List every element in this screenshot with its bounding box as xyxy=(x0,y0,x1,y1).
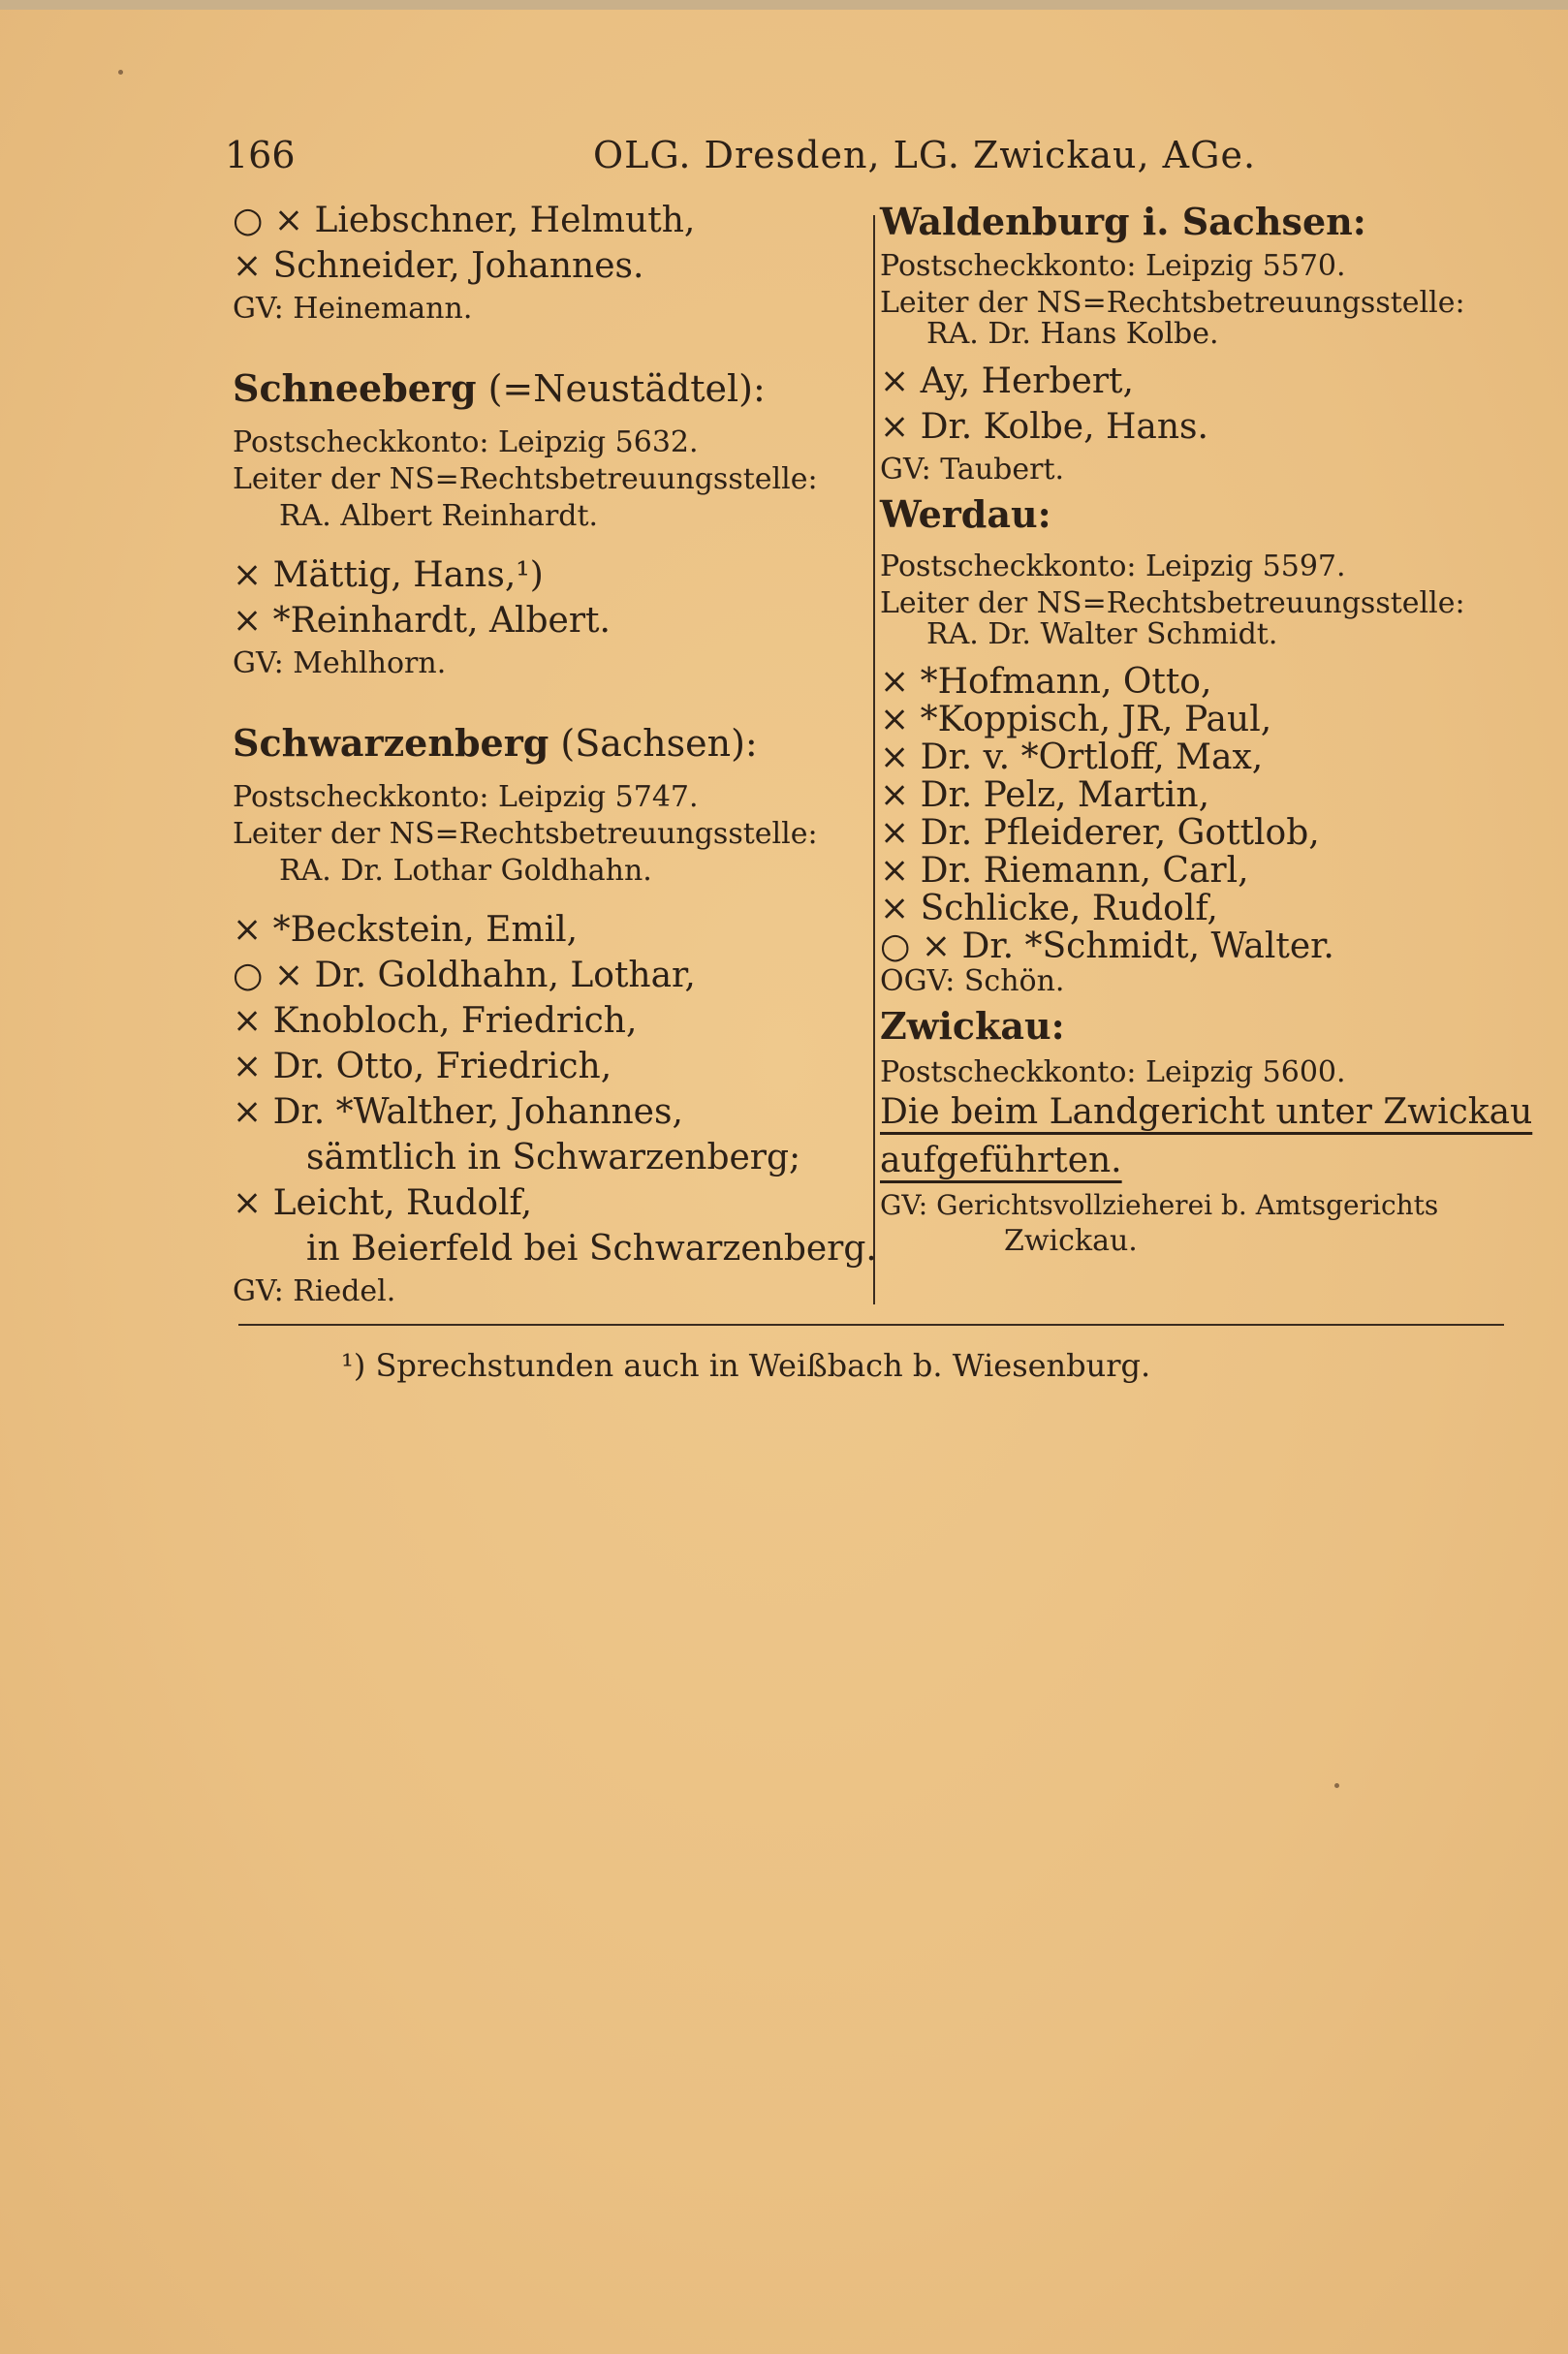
gv-line: GV: Mehlhorn. xyxy=(233,646,447,680)
list-item: × *Koppisch, JR, Paul, xyxy=(880,700,1272,739)
leiter-line: Leiter der NS=Rechtsbetreuungsstelle: xyxy=(880,286,1465,320)
list-item: × Schneider, Johannes. xyxy=(233,246,644,286)
footnote: ¹) Sprechstunden auch in Weißbach b. Wiesenburg. xyxy=(341,1347,1151,1384)
leiter-name: RA. Dr. Lothar Goldhahn. xyxy=(279,854,652,888)
gv-line: GV: Taubert. xyxy=(880,453,1065,486)
running-head: OLG. Dresden, LG. Zwickau, AGe. xyxy=(593,134,1257,176)
list-item: × Mättig, Hans,¹) xyxy=(233,555,544,595)
page-header xyxy=(0,134,1568,182)
list-item: × Schlicke, Rudolf, xyxy=(880,889,1218,928)
footnote-rule xyxy=(238,1324,1504,1326)
list-item: × Dr. Pfleiderer, Gottlob, xyxy=(880,813,1320,853)
leiter-line: Leiter der NS=Rechtsbetreuungsstelle: xyxy=(233,462,818,496)
list-item: × *Beckstein, Emil, xyxy=(233,910,579,950)
list-item: × Knobloch, Friedrich, xyxy=(233,1001,638,1041)
list-item: ○ × Liebschner, Helmuth, xyxy=(233,201,696,240)
scan-top-edge xyxy=(0,0,1568,10)
page-number: 166 xyxy=(225,134,296,176)
gv-line: GV: Heinemann. xyxy=(233,292,473,326)
list-item: × Ay, Herbert, xyxy=(880,361,1134,401)
section-heading-zwickau: Zwickau: xyxy=(880,1004,1065,1048)
list-item-note: sämtlich in Schwarzenberg; xyxy=(306,1138,801,1177)
list-item: × *Reinhardt, Albert. xyxy=(233,601,611,641)
section-heading-schneeberg: Schneeberg (=Neustädtel): xyxy=(233,366,766,410)
zwickau-note-cont xyxy=(880,1141,1520,1192)
list-item: × Leicht, Rudolf, xyxy=(233,1183,533,1223)
leiter-line: Leiter der NS=Rechtsbetreuungsstelle: xyxy=(233,817,818,851)
leiter-name: RA. Albert Reinhardt. xyxy=(279,499,599,533)
list-item-note: in Beierfeld bei Schwarzenberg. xyxy=(306,1229,877,1269)
leiter-name: RA. Dr. Walter Schmidt. xyxy=(926,617,1278,651)
leiter-line: Leiter der NS=Rechtsbetreuungsstelle: xyxy=(880,586,1465,620)
zwickau-note xyxy=(880,1092,1533,1144)
gv-line: GV: Gerichtsvollzieherei b. Amtsgerichts xyxy=(880,1189,1439,1221)
right-column xyxy=(880,200,1533,1264)
postscheck-line: Postscheckkonto: Leipzig 5597. xyxy=(880,549,1346,583)
column-divider xyxy=(873,215,875,1304)
leiter-name: RA. Dr. Hans Kolbe. xyxy=(926,317,1219,351)
left-column xyxy=(233,201,877,1314)
paper-speck xyxy=(118,70,123,75)
list-item: × Dr. *Walther, Johannes, xyxy=(233,1092,683,1132)
list-item: × *Hofmann, Otto, xyxy=(880,662,1212,702)
list-item: × Dr. Riemann, Carl, xyxy=(880,851,1249,891)
zwickau-note-line-1: Die beim Landgericht unter Zwickau xyxy=(880,1092,1533,1132)
gv-line-cont: Zwickau. xyxy=(1004,1224,1138,1258)
postscheck-line: Postscheckkonto: Leipzig 5632. xyxy=(233,425,699,459)
list-item: ○ × Dr. *Schmidt, Walter. xyxy=(880,926,1334,966)
postscheck-line: Postscheckkonto: Leipzig 5747. xyxy=(233,780,699,814)
list-item: × Dr. v. *Ortloff, Max, xyxy=(880,738,1264,777)
list-item: ○ × Dr. Goldhahn, Lothar, xyxy=(233,956,696,995)
gv-line: GV: Riedel. xyxy=(233,1274,396,1308)
list-item: × Dr. Pelz, Martin, xyxy=(880,775,1210,815)
section-heading-schwarzenberg: Schwarzenberg (Sachsen): xyxy=(233,721,758,765)
list-item: × Dr. Otto, Friedrich, xyxy=(233,1047,612,1086)
postscheck-line: Postscheckkonto: Leipzig 5600. xyxy=(880,1055,1346,1089)
postscheck-line: Postscheckkonto: Leipzig 5570. xyxy=(880,249,1346,283)
section-heading-werdau: Werdau: xyxy=(880,492,1051,536)
gv-line: OGV: Schön. xyxy=(880,964,1065,998)
paper-speck xyxy=(1334,1783,1339,1788)
section-heading-waldenburg: Waldenburg i. Sachsen: xyxy=(880,200,1366,243)
zwickau-note-line-2: aufgeführten. xyxy=(880,1141,1122,1180)
list-item: × Dr. Kolbe, Hans. xyxy=(880,407,1208,447)
